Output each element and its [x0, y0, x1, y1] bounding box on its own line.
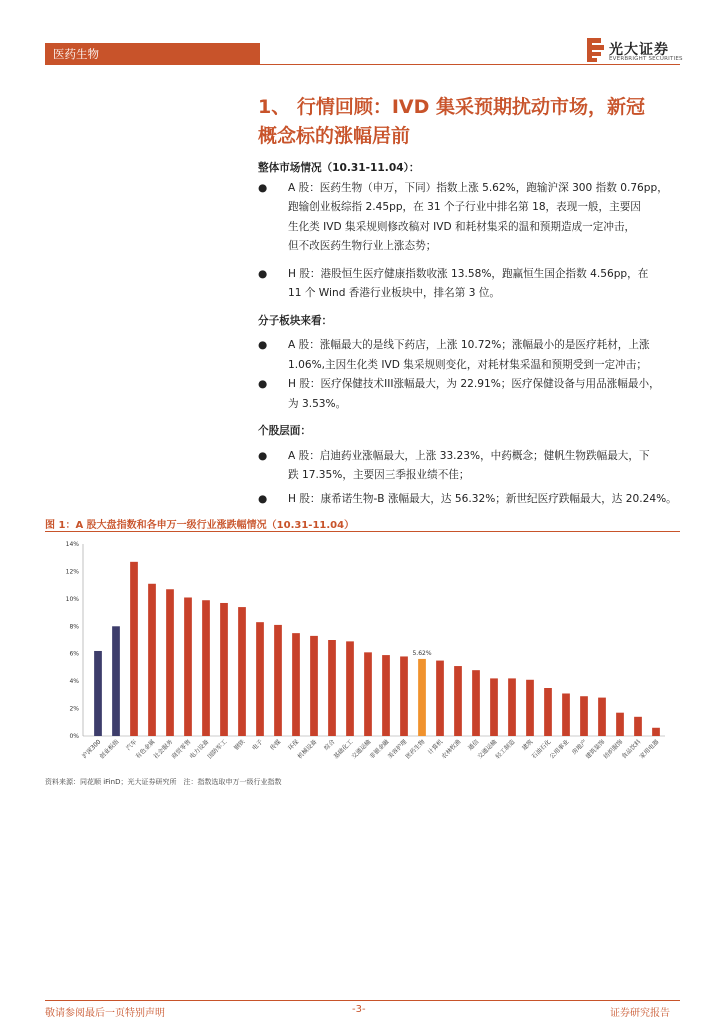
bar [166, 589, 174, 736]
bullet-line: 为 3.53%。 [288, 397, 347, 410]
footer-disclaimer: 敬请参阅最后一页特别声明 [45, 1008, 165, 1019]
bullet-line: A 股：涨幅最大的是线下药店，上涨 10.72%；涨幅最小的是医疗耗材，上涨 [288, 339, 650, 351]
y-tick-label: 4% [69, 678, 79, 686]
bullet-line: A 股：启迪药业涨幅最大，上涨 33.23%，中药概念；健帆生物跌幅最大，下 [288, 449, 650, 462]
bullet-h-share [258, 375, 683, 414]
bar [436, 661, 444, 736]
figure-title: 图 1：A 股大盘指数和各申万一级行业涨跌幅情况（10.31-11.04） [45, 520, 355, 531]
bullet-icon: ● [258, 492, 268, 505]
title-line: 概念标的涨幅居前 [258, 125, 411, 147]
bar [490, 678, 498, 736]
bar [346, 641, 354, 736]
bar [310, 636, 318, 736]
x-tick-label: 电子 [250, 738, 265, 752]
x-tick-label: 电力设备 [188, 738, 211, 761]
bar [580, 696, 588, 736]
bullet-line: 跑输创业板综指 2.45pp，在 31 个子行业中排名第 18，表现一般，主要因 [288, 201, 641, 213]
x-tick-label: 交通运输 [476, 738, 499, 761]
bullet-line: 1.06%,主因生化类 IVD 集采规则变化，对耗材集采温和预期受到一定冲击； [288, 358, 647, 371]
x-tick-label: 创业板指 [98, 738, 121, 761]
y-tick-label: 6% [69, 650, 79, 658]
bullet-icon: ● [258, 378, 268, 390]
x-tick-label: 家用电器 [638, 738, 661, 761]
x-tick-label: 传媒 [268, 738, 283, 752]
y-tick-label: 10% [65, 595, 79, 603]
x-tick-label: 建筑装饰 [584, 738, 607, 761]
bar-chart [45, 535, 680, 773]
title-line: 1、 行情回顾：IVD 集采预期扰动市场，新冠 [258, 96, 645, 118]
bar [202, 600, 210, 736]
bullet-line: H 股：医疗保健技术III涨幅最大，为 22.91%；医疗保健设备与用品涨幅最小， [288, 378, 660, 390]
bullet-h-share [258, 490, 683, 510]
x-tick-label: 美容护理 [386, 738, 409, 761]
section-title [258, 93, 678, 151]
bullet-a-share [258, 336, 683, 375]
bullet-icon: ● [258, 339, 268, 351]
bar [256, 622, 264, 736]
x-tick-label: 钢铁 [232, 738, 247, 752]
body-content [258, 159, 683, 509]
bullet-line: A 股：医药生物（申万，下同）指数上涨 5.62%，跑输沪深 300 指数 0.76pp， [288, 181, 668, 194]
bullet-line: 跌 17.35%，主要因三季报业绩不佳； [288, 469, 470, 481]
x-tick-label: 通信 [466, 738, 481, 752]
bar [94, 651, 102, 736]
header-divider [260, 64, 680, 65]
x-tick-label: 综合 [322, 738, 337, 752]
y-tick-label: 2% [69, 705, 79, 713]
bar [508, 678, 516, 736]
section-tag [45, 43, 260, 65]
company-logo [587, 38, 687, 64]
x-tick-label: 国防军工 [206, 738, 229, 761]
data-label: 5.62% [412, 649, 432, 657]
bar [220, 603, 228, 736]
x-tick-label: 纺织服饰 [602, 738, 625, 761]
bullet-a-share [258, 447, 683, 486]
y-tick-label: 14% [65, 541, 79, 548]
bar [454, 666, 462, 736]
figure-divider [45, 531, 680, 532]
bar [328, 640, 336, 736]
x-tick-label: 基础化工 [332, 738, 355, 761]
x-tick-label: 机械设备 [296, 738, 319, 761]
bar [184, 597, 192, 736]
bullet-line: 生化类 IVD 集采规则修改稿对 IVD 和耗材集采的温和预期造成一定冲击， [288, 220, 636, 233]
bar [382, 655, 390, 736]
sector-heading: 分子板块来看： [258, 314, 333, 327]
x-tick-label: 交通运输 [350, 738, 373, 761]
x-tick-label: 汽车 [124, 738, 139, 752]
x-tick-label: 公用事业 [548, 738, 571, 761]
x-tick-label: 计算机 [426, 738, 445, 757]
bullet-icon: ● [258, 449, 268, 462]
bar [292, 633, 300, 736]
y-tick-label: 8% [69, 623, 79, 631]
section-label: 医药生物 [53, 47, 99, 61]
bar [238, 607, 246, 736]
x-tick-label: 沪深300 [80, 738, 103, 760]
stock-heading: 个股层面： [258, 425, 311, 437]
x-tick-label: 有色金属 [134, 738, 157, 761]
x-tick-label: 食品饮料 [620, 738, 643, 761]
footer-report-type: 证券研究报告 [610, 1008, 670, 1019]
x-tick-label: 环保 [286, 738, 301, 752]
bullet-line: 但不改医药生物行业上涨态势； [288, 240, 437, 252]
figure-source: 资料来源：同花顺 iFinD；光大证券研究所 注：指数选取申万一级行业指数 [45, 778, 282, 786]
x-tick-label: 建筑 [520, 738, 535, 752]
bar [148, 584, 156, 736]
bullet-a-share [258, 179, 683, 257]
bullet-icon: ● [258, 181, 268, 194]
x-tick-label: 房地产 [570, 738, 589, 757]
logo-en-text: EVERBRIGHT SECURITIES [609, 56, 683, 62]
x-tick-label: 商贸零售 [170, 738, 193, 761]
x-tick-label: 非银金融 [368, 738, 391, 761]
logo-cn-text: 光大证券 [609, 42, 669, 58]
x-tick-label: 社会服务 [152, 738, 175, 761]
bar [652, 728, 660, 736]
page-number: -3- [352, 1004, 366, 1015]
bullet-line: 11 个 Wind 香港行业板块中，排名第 3 位。 [288, 287, 500, 299]
y-tick-label: 0% [69, 733, 79, 740]
bar [112, 626, 120, 736]
bar [598, 698, 606, 736]
footer-divider [45, 1000, 680, 1001]
bar [130, 562, 138, 736]
bullet-line: H 股：康希诺生物-B 涨幅最大，达 56.32%；新世纪医疗跌幅最大，达 20.24%。 [288, 492, 677, 505]
bar [472, 670, 480, 736]
bar [274, 625, 282, 736]
bar [418, 659, 426, 736]
bar [400, 656, 408, 736]
y-tick-label: 12% [65, 568, 79, 576]
bar [634, 717, 642, 736]
x-tick-label: 石油石化 [530, 738, 553, 761]
bar [562, 693, 570, 736]
bar [544, 688, 552, 736]
x-tick-label: 医药生物 [404, 738, 427, 761]
bullet-h-share [258, 265, 683, 304]
x-tick-label: 农林牧渔 [440, 738, 463, 761]
x-tick-label: 轻工制造 [494, 738, 517, 761]
bullet-icon: ● [258, 267, 268, 280]
bar [526, 680, 534, 736]
overall-heading: 整体市场情况（10.31-11.04）： [258, 162, 420, 174]
bar [364, 652, 372, 736]
bullet-line: H 股：港股恒生医疗健康指数收涨 13.58%，跑赢恒生国企指数 4.56pp，在 [288, 267, 649, 280]
bar [616, 713, 624, 736]
logo-mark-icon [587, 38, 605, 62]
